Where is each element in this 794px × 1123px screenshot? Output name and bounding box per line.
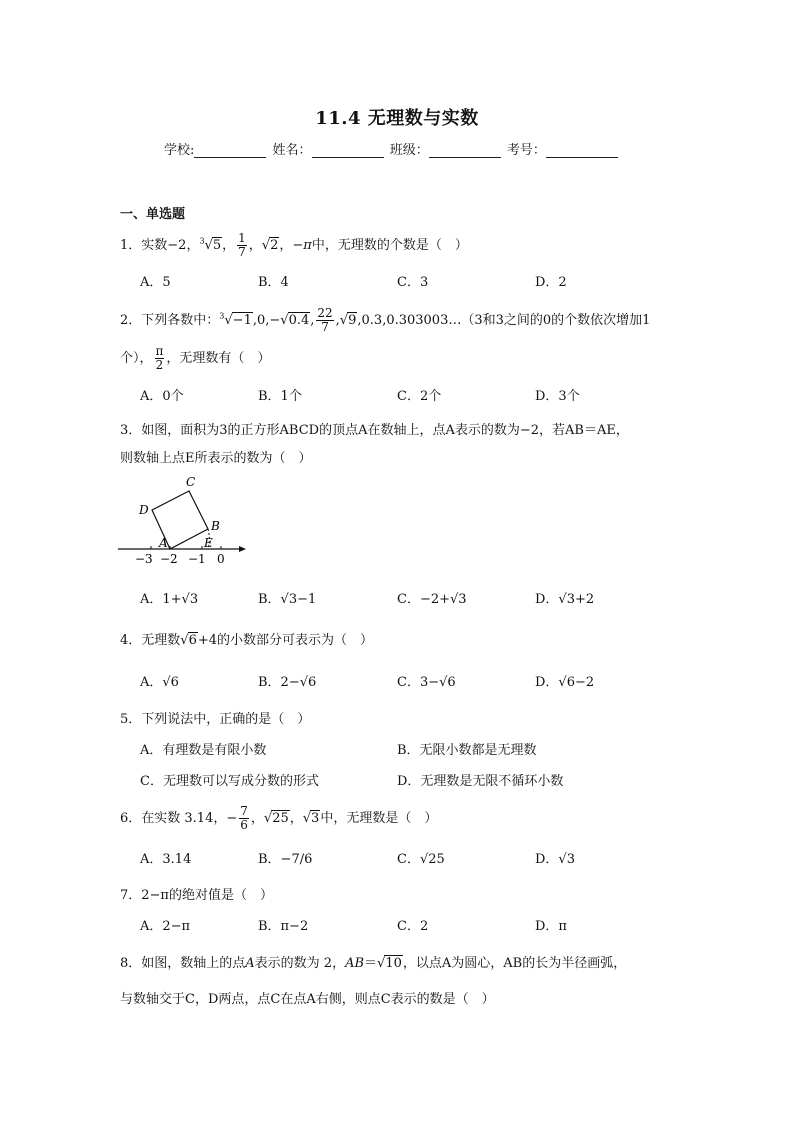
option-b: B．无限小数都是无理数 xyxy=(397,743,537,758)
question-text: 表示的数为 2， xyxy=(254,956,346,971)
option-a: A．2−π xyxy=(140,919,191,934)
label-e: E xyxy=(204,536,213,550)
option-c: C．−2+√3 xyxy=(397,592,467,607)
question-text: 实数−2， xyxy=(141,238,200,253)
question-text: 个）， xyxy=(120,351,153,366)
option-a: A．√6 xyxy=(140,675,179,690)
option-c: C．√25 xyxy=(397,852,445,867)
question-3-line2: 则数轴上点E所表示的数为（ ） xyxy=(120,451,312,466)
class-label: 班级： xyxy=(389,143,429,158)
question-text: 2．下列各数中： xyxy=(120,313,220,328)
option-a: A．0个 xyxy=(140,389,184,404)
option-a: A．1+√3 xyxy=(140,592,199,607)
question-text: 4．无理数 xyxy=(120,633,181,648)
question-text: 8．如图，数轴上的点 xyxy=(120,956,246,971)
option-c: C．2 xyxy=(397,919,429,934)
option-d: D．π xyxy=(535,919,567,934)
option-d: D．2 xyxy=(535,275,567,290)
question-6: 6．在实数 3.14，− $\frac{7}{6}$ ，√25，√3中，无理数是（ ） xyxy=(120,804,438,832)
option-b: B．π−2 xyxy=(258,919,309,934)
question-5: 5．下列说法中，正确的是（ ） xyxy=(120,712,311,727)
cube-root-5: $^3$√5 xyxy=(199,236,222,253)
fraction-1-7: $\frac{1}{7}$ xyxy=(238,231,246,259)
label-a: A xyxy=(159,536,168,550)
section-heading: 一、单选题 xyxy=(120,207,186,222)
name-blank xyxy=(312,144,384,158)
option-c: C．3−√6 xyxy=(397,675,456,690)
page-title: 11.4 无理数与实数 xyxy=(315,108,479,129)
option-b: B．2−√6 xyxy=(258,675,317,690)
option-b: B．√3−1 xyxy=(258,592,317,607)
label-c: C xyxy=(186,475,196,489)
number-list: $^3$√−1,0,−√0.4, $\frac{22}{7}$ ,√9, xyxy=(219,306,362,334)
option-a: A．5 xyxy=(140,275,171,290)
fraction-pi-2: $\frac{\pi}{2}$ xyxy=(155,344,164,372)
number-blank xyxy=(546,144,618,158)
question-2-line2 xyxy=(120,345,270,372)
option-c: C．2个 xyxy=(397,389,442,404)
question-number: 1． xyxy=(120,238,142,253)
option-d: D．√3 xyxy=(535,852,575,867)
question-8: 8．如图，数轴上的点A表示的数为 2，AB＝√10，以点A为圆心，AB的长为半径画弧， xyxy=(120,956,627,971)
name-label: 姓名： xyxy=(272,143,312,158)
question-4 xyxy=(120,629,373,648)
question-text: 中，无理数的个数是（ ） xyxy=(311,238,468,253)
option-c: C．无理数可以写成分数的形式 xyxy=(140,774,319,789)
school-blank xyxy=(194,144,266,158)
tick-label: −3 xyxy=(135,552,153,566)
fraction-7-6: $\frac{7}{6}$ xyxy=(240,804,248,832)
number-label: 考号： xyxy=(506,143,546,158)
option-d: D．√6−2 xyxy=(535,675,595,690)
question-3: 3．如图，面积为3的正方形ABCD的顶点A在数轴上，点A表示的数为−2，若AB＝AE， xyxy=(120,423,629,438)
option-b: B．−7/6 xyxy=(258,852,313,867)
tick-label: 0 xyxy=(217,552,225,566)
school-label: 学校: xyxy=(164,143,195,158)
question-text: 中，无理数是（ ） xyxy=(320,811,438,826)
option-d: D．√3+2 xyxy=(535,592,595,607)
square-numberline-figure xyxy=(116,474,251,568)
tick-label: −1 xyxy=(188,552,206,566)
option-a: A．有理数是有限小数 xyxy=(140,743,267,758)
option-d: D．3个 xyxy=(535,389,580,404)
option-c: C．3 xyxy=(397,275,429,290)
question-8-line2: 与数轴交于C，D两点，点C在点A右侧，则点C表示的数是（ ） xyxy=(120,992,495,1007)
label-d: D xyxy=(139,503,149,517)
sqrt-2: √2 xyxy=(261,238,279,253)
question-text: 6．在实数 3.14， xyxy=(120,811,227,826)
question-text: ，以点A为圆心，AB的长为半径画弧， xyxy=(402,956,627,971)
sqrt-6: √6 xyxy=(180,633,197,648)
question-7: 7．2−π的绝对值是（ ） xyxy=(120,888,273,903)
question-text: +4的小数部分可表示为（ ） xyxy=(197,633,374,648)
option-b: B．1个 xyxy=(258,389,302,404)
option-a: A．3.14 xyxy=(140,852,192,867)
tick-label: −2 xyxy=(160,552,178,566)
question-2 xyxy=(120,307,650,334)
question-text: ，无理数有（ ） xyxy=(166,351,271,366)
label-b: B xyxy=(211,519,220,533)
option-d: D．无理数是无限不循环小数 xyxy=(397,774,564,789)
question-text: 0.3,0.303003…（3和3之间的0的个数依次增加1 xyxy=(361,313,651,328)
question-1: 1．实数−2，$^3$√5， $\frac{1}{7}$ ，√2，−π中，无理数的个数是（ ） xyxy=(120,231,468,259)
class-blank xyxy=(429,144,501,158)
option-b: B．4 xyxy=(258,275,289,290)
student-info-row xyxy=(164,139,620,158)
